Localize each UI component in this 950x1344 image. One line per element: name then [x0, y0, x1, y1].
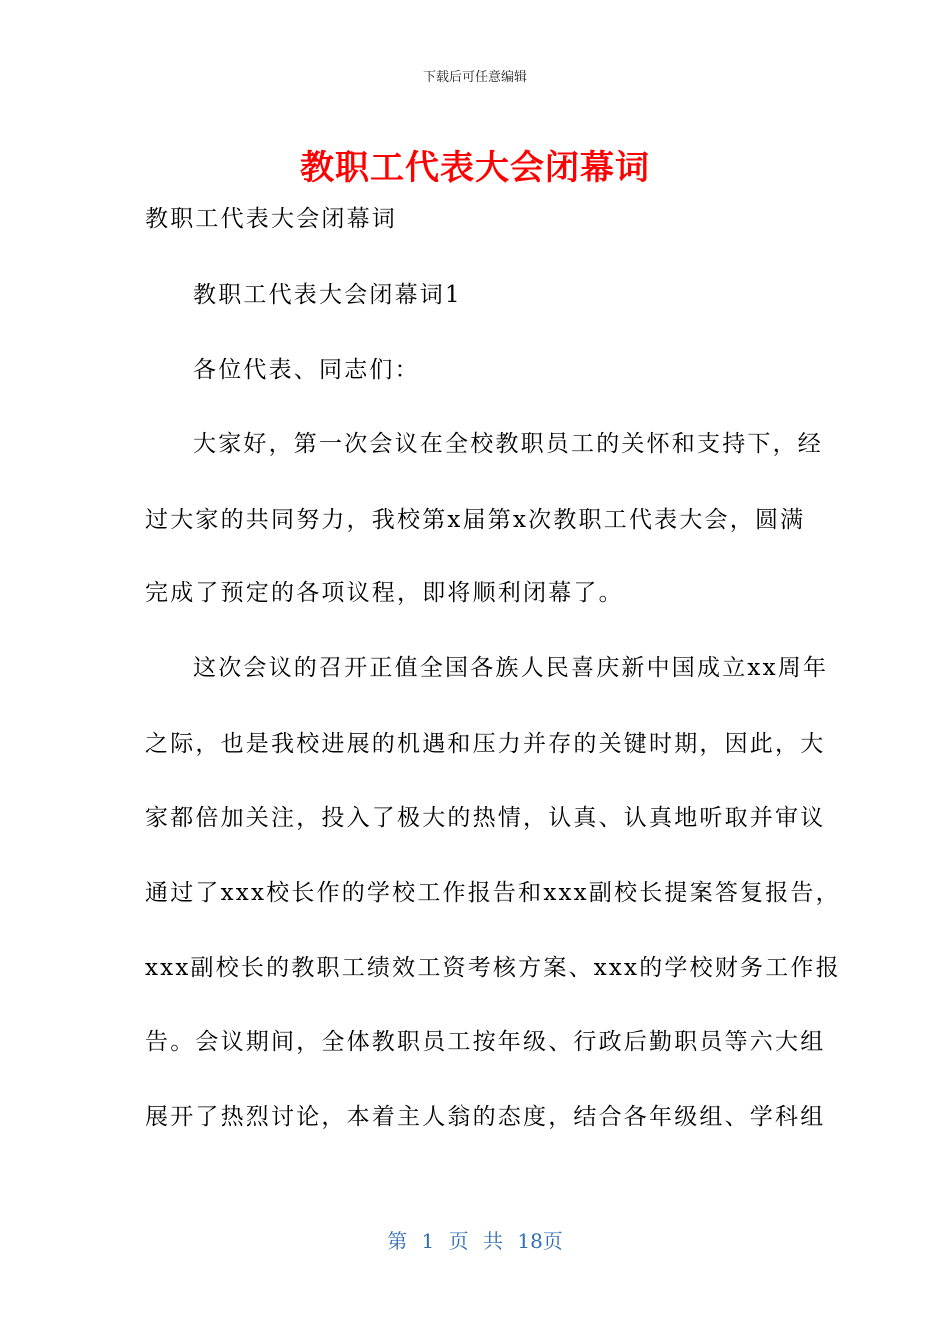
body-line: 这次会议的召开正值全国各族人民喜庆新中国成立xx周年 — [193, 655, 829, 681]
document-title: 教职工代表大会闭幕词 — [300, 148, 650, 188]
body-line: 展开了热烈讨论，本着主人翁的态度，结合各年级组、学科组 — [145, 1104, 826, 1130]
page-footer: 第 1 页 共 18页 — [387, 1229, 563, 1253]
body-line: 告。会议期间，全体教职员工按年级、行政后勤职员等六大组 — [145, 1029, 826, 1055]
body-line: 大家好，第一次会议在全校教职员工的关怀和支持下，经 — [193, 431, 823, 457]
body-line: 通过了xxx校长作的学校工作报告和xxx副校长提案答复报告， — [145, 880, 841, 906]
body-line: 过大家的共同努力，我校第x届第x次教职工代表大会，圆满 — [145, 507, 806, 533]
body-line: 完成了预定的各项议程，即将顺利闭幕了。 — [145, 580, 624, 606]
body-line: 家都倍加关注，投入了极大的热情，认真、认真地听取并审议 — [145, 805, 826, 831]
body-line-subheading: 教职工代表大会闭幕词1 — [193, 282, 462, 308]
body-line: xxx副校长的教职工绩效工资考核方案、xxx的学校财务工作报 — [145, 955, 841, 981]
body-line-heading: 教职工代表大会闭幕词 — [145, 206, 397, 232]
body-line: 之际，也是我校进展的机遇和压力并存的关键时期，因此，大 — [145, 731, 826, 757]
body-line-salutation: 各位代表、同志们： — [193, 357, 420, 383]
header-note: 下载后可任意编辑 — [422, 70, 527, 85]
